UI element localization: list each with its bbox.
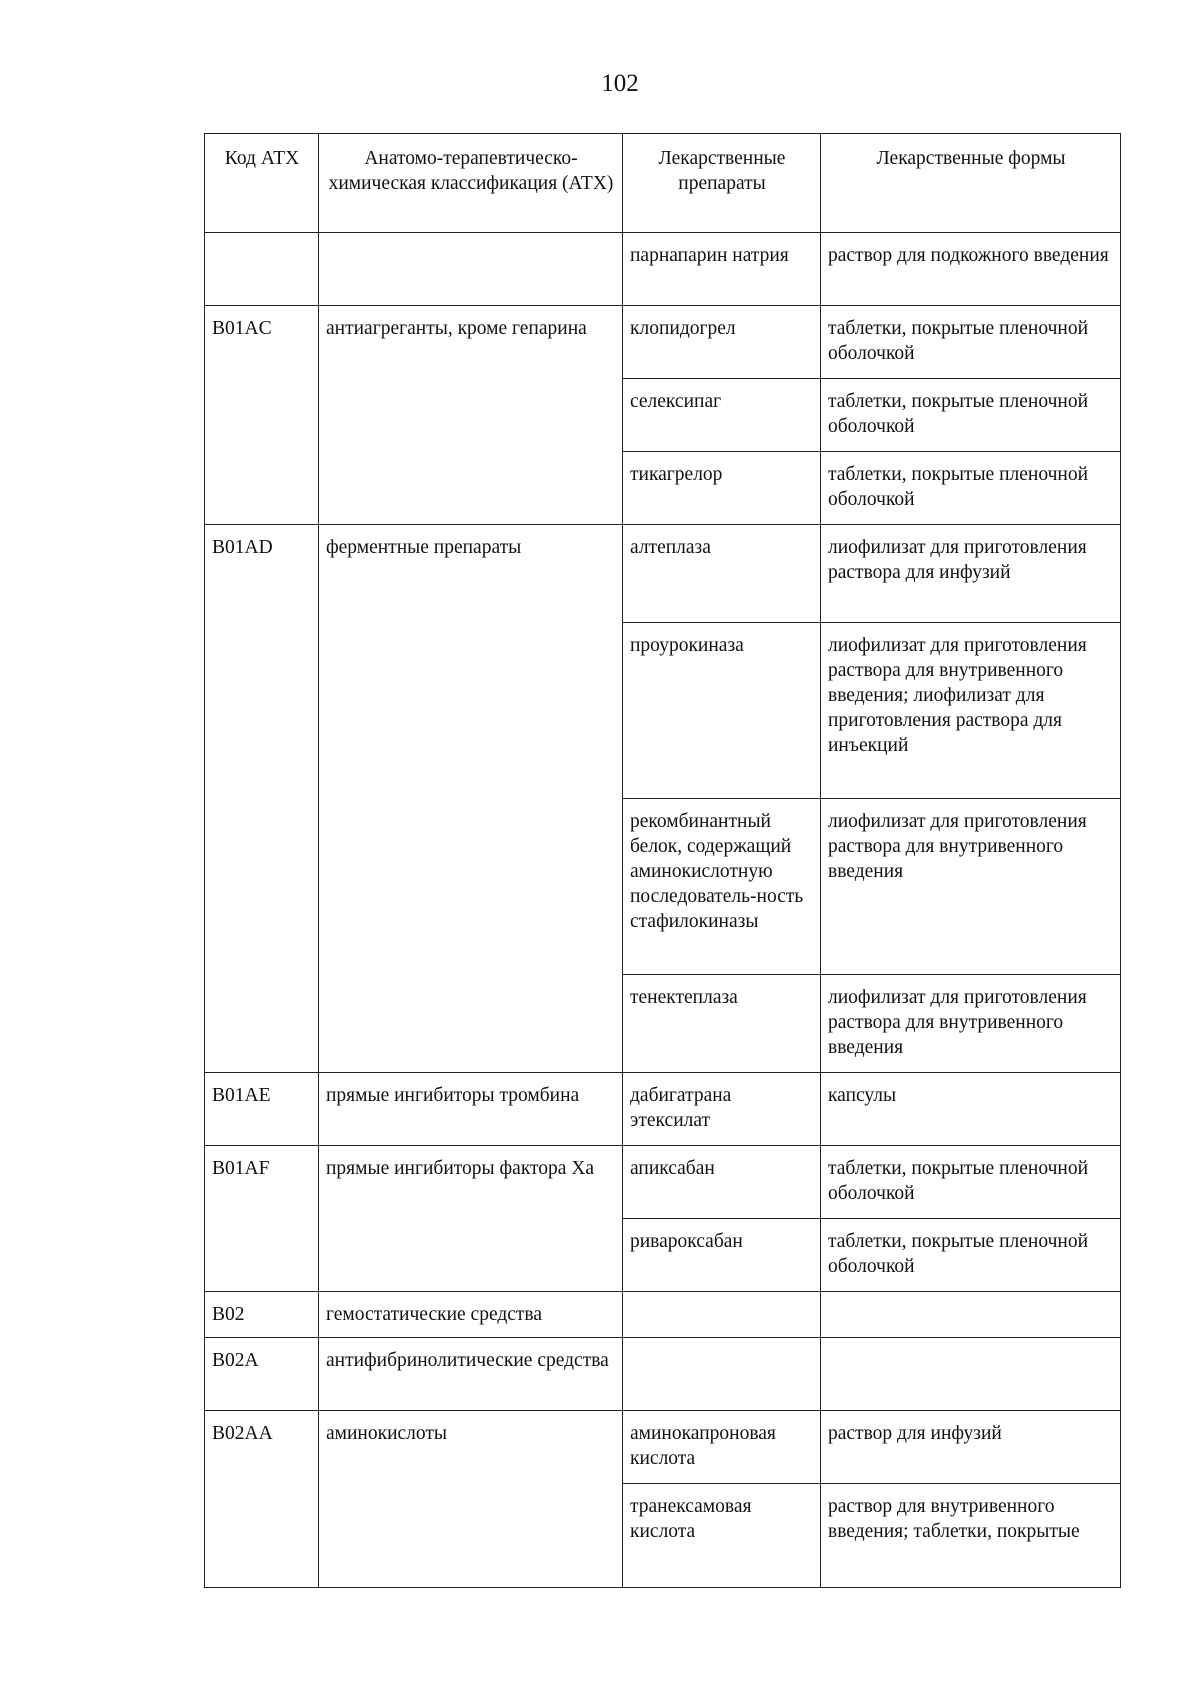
table-row bbox=[205, 525, 1121, 623]
drug-cell: клопидогрел bbox=[623, 306, 821, 379]
code-cell: B02 bbox=[205, 1292, 319, 1338]
code-cell bbox=[205, 233, 319, 306]
form-cell: таблетки, покрытые пленочной оболочкой bbox=[821, 306, 1121, 379]
table-row bbox=[205, 1411, 1121, 1484]
classification-cell: прямые ингибиторы фактора Xa bbox=[319, 1146, 623, 1292]
form-cell bbox=[821, 1292, 1121, 1338]
code-cell: B02A bbox=[205, 1338, 319, 1411]
form-cell: лиофилизат для приготовления раствора для внутривенного введения; лиофилизат для приготовления раствора для инъекций bbox=[821, 623, 1121, 799]
table-row bbox=[205, 1146, 1121, 1219]
table-row bbox=[205, 306, 1121, 379]
drug-cell bbox=[623, 1338, 821, 1411]
drug-cell: апиксабан bbox=[623, 1146, 821, 1219]
classification-cell: прямые ингибиторы тромбина bbox=[319, 1073, 623, 1146]
form-cell: лиофилизат для приготовления раствора для инфузий bbox=[821, 525, 1121, 623]
atc-drug-table bbox=[204, 133, 1121, 1588]
drug-cell: тенектеплаза bbox=[623, 975, 821, 1073]
classification-cell: антифибринолитические средства bbox=[319, 1338, 623, 1411]
drug-cell bbox=[623, 1292, 821, 1338]
header-code: Код АТХ bbox=[205, 134, 319, 233]
classification-cell: антиагреганты, кроме гепарина bbox=[319, 306, 623, 525]
form-cell bbox=[821, 1338, 1121, 1411]
classification-cell bbox=[319, 233, 623, 306]
drug-cell: рекомбинантный белок, содержащий аминокислотную последователь-ность стафилокиназы bbox=[623, 799, 821, 975]
table-row bbox=[205, 233, 1121, 306]
form-cell: таблетки, покрытые пленочной оболочкой bbox=[821, 1146, 1121, 1219]
form-cell: капсулы bbox=[821, 1073, 1121, 1146]
classification-cell: аминокислоты bbox=[319, 1411, 623, 1588]
table-row bbox=[205, 1338, 1121, 1411]
drug-cell: дабигатрана этексилат bbox=[623, 1073, 821, 1146]
classification-cell: гемостатические средства bbox=[319, 1292, 623, 1338]
form-cell: таблетки, покрытые пленочной оболочкой bbox=[821, 379, 1121, 452]
classification-cell: ферментные препараты bbox=[319, 525, 623, 1073]
code-cell: B01AD bbox=[205, 525, 319, 1073]
form-cell: раствор для внутривенного введения; таблетки, покрытые bbox=[821, 1484, 1121, 1588]
form-cell: таблетки, покрытые пленочной оболочкой bbox=[821, 452, 1121, 525]
drug-cell: аминокапроновая кислота bbox=[623, 1411, 821, 1484]
form-cell: раствор для подкожного введения bbox=[821, 233, 1121, 306]
code-cell: B02AA bbox=[205, 1411, 319, 1588]
page-number: 102 bbox=[601, 70, 639, 97]
form-cell: лиофилизат для приготовления раствора для внутривенного введения bbox=[821, 975, 1121, 1073]
form-cell: лиофилизат для приготовления раствора для внутривенного введения bbox=[821, 799, 1121, 975]
drug-cell: алтеплаза bbox=[623, 525, 821, 623]
drug-cell: проурокиназа bbox=[623, 623, 821, 799]
code-cell: B01AF bbox=[205, 1146, 319, 1292]
drug-cell: ривароксабан bbox=[623, 1219, 821, 1292]
drug-cell: тикагрелор bbox=[623, 452, 821, 525]
table-header-row bbox=[205, 134, 1121, 233]
table-row bbox=[205, 1073, 1121, 1146]
code-cell: B01AE bbox=[205, 1073, 319, 1146]
drug-cell: парнапарин натрия bbox=[623, 233, 821, 306]
drug-cell: селексипаг bbox=[623, 379, 821, 452]
header-drugs: Лекарственные препараты bbox=[623, 134, 821, 233]
form-cell: таблетки, покрытые пленочной оболочкой bbox=[821, 1219, 1121, 1292]
header-forms: Лекарственные формы bbox=[821, 134, 1121, 233]
form-cell: раствор для инфузий bbox=[821, 1411, 1121, 1484]
table-row bbox=[205, 1292, 1121, 1338]
header-classification: Анатомо-терапевтическо-химическая классификация (АТХ) bbox=[319, 134, 623, 233]
code-cell: B01AC bbox=[205, 306, 319, 525]
drug-cell: транексамовая кислота bbox=[623, 1484, 821, 1588]
